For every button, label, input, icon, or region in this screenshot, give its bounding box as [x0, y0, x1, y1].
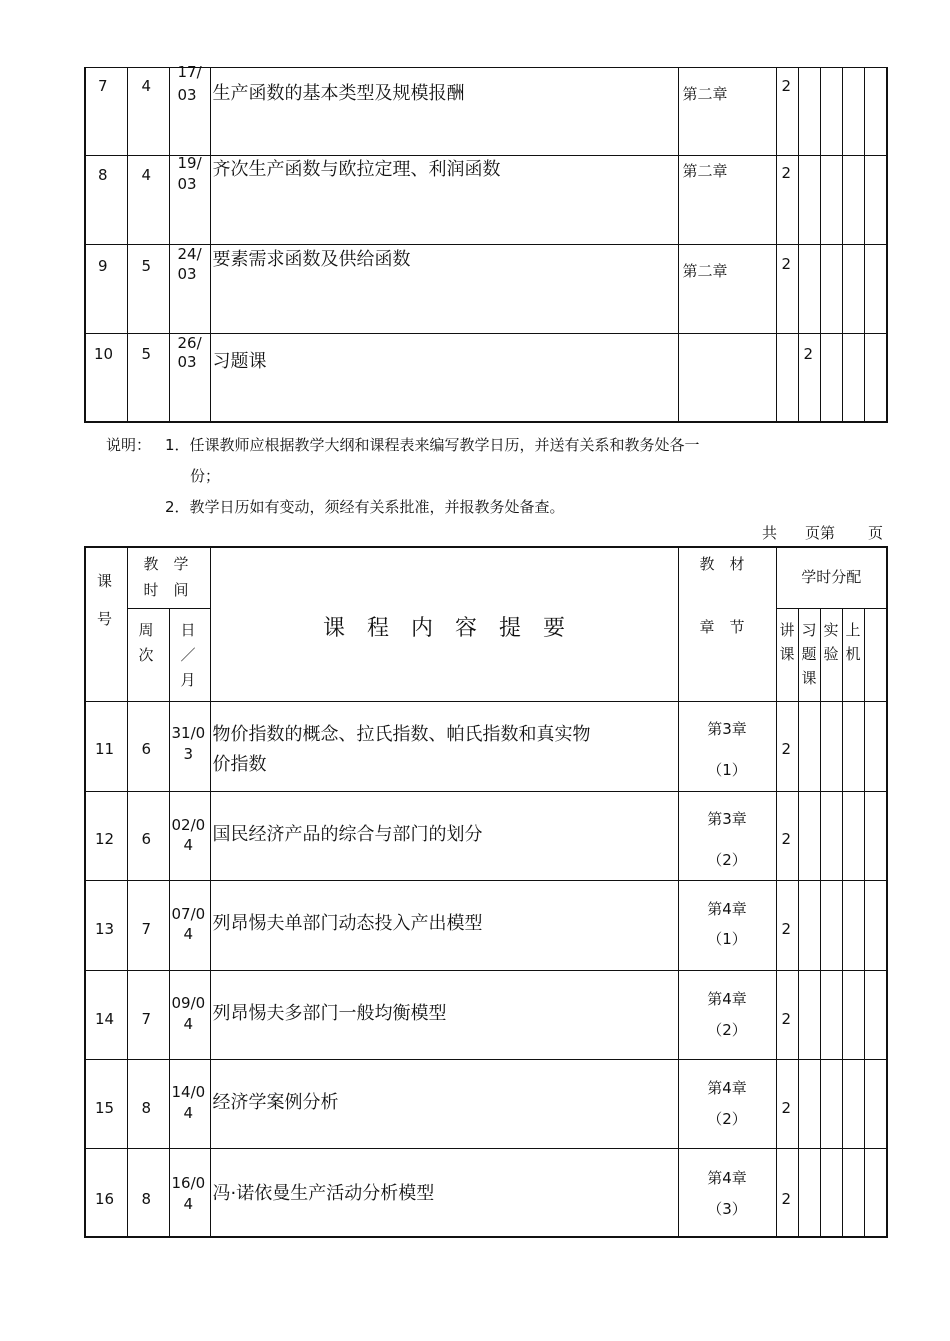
header-text: ／ — [180, 645, 196, 664]
chapter-text: 第4章 — [707, 989, 747, 1008]
header-text: 实 — [823, 620, 839, 639]
content-text: 要素需求函数及供给函数 — [212, 249, 411, 270]
content-text: 习题课 — [212, 351, 267, 372]
chapter-cell — [678, 791, 776, 880]
computer-cell — [842, 701, 864, 791]
header-computer — [842, 608, 864, 701]
header-lecture — [776, 608, 798, 701]
lecture-hours: 2 — [781, 1189, 792, 1208]
lab-cell — [820, 880, 842, 970]
lab-cell — [820, 1059, 842, 1148]
content-text: 列昂惕夫多部门一般均衡模型 — [212, 1002, 447, 1024]
week-cell — [127, 791, 169, 880]
exercise-cell — [798, 970, 820, 1059]
date-cell — [169, 970, 210, 1059]
header-text: 讲 — [779, 620, 795, 639]
chapter-cell — [678, 1148, 776, 1237]
week: 7 — [141, 1009, 152, 1028]
content-cell — [210, 245, 678, 334]
chapter-text: （1） — [707, 760, 747, 779]
header-week — [127, 608, 169, 701]
chapter-text: （2） — [707, 1109, 747, 1128]
page-end-label: 页 — [868, 524, 884, 542]
date-cell — [169, 1059, 210, 1148]
chapter-cell — [678, 701, 776, 791]
lesson-no-cell — [85, 701, 127, 791]
exercise-cell — [798, 334, 820, 422]
chapter-text: 第4章 — [707, 899, 747, 918]
header-text: 课 — [97, 572, 113, 590]
computer-cell — [842, 68, 864, 156]
computer-cell — [842, 1059, 864, 1148]
date-cell — [169, 791, 210, 880]
header-text: 号 — [97, 610, 113, 628]
note-item-1-cont: 份； — [190, 467, 221, 485]
lab-cell — [820, 791, 842, 880]
lecture-cell — [776, 156, 798, 245]
chapter-cell — [678, 1059, 776, 1148]
lab-cell — [820, 68, 842, 156]
note-item-2: 2．教学日历如有变动，须经有关系批准，并报教务处备查。 — [165, 498, 565, 516]
lesson-no-cell — [85, 334, 127, 422]
table-row — [85, 245, 887, 334]
content-text: 经济学案例分析 — [212, 1091, 339, 1113]
chapter-cell — [678, 334, 776, 422]
lesson-no: 11 — [95, 739, 115, 758]
date-cell — [169, 245, 210, 334]
header-row — [85, 547, 887, 608]
lecture-cell — [776, 68, 798, 156]
date-part: 09/0 — [171, 993, 206, 1012]
date-part: 24/ — [177, 245, 202, 263]
week-cell — [127, 880, 169, 970]
lecture-cell — [776, 880, 798, 970]
exercise-hours: 2 — [803, 345, 814, 363]
lecture-hours: 2 — [781, 164, 792, 182]
date-part: 4 — [183, 924, 194, 943]
lecture-cell — [776, 791, 798, 880]
lesson-no-cell — [85, 1059, 127, 1148]
content-cell — [210, 156, 678, 245]
header-time — [127, 547, 210, 608]
table-row — [85, 1148, 887, 1237]
date-part: 03 — [177, 265, 197, 283]
content-text: 冯·诺依曼生产活动分析模型 — [212, 1182, 435, 1204]
lab-cell — [820, 245, 842, 334]
lesson-no-cell — [85, 970, 127, 1059]
chapter-text: （2） — [707, 1020, 747, 1039]
lesson-no-cell — [85, 880, 127, 970]
week-cell — [127, 1059, 169, 1148]
content-cell — [210, 68, 678, 156]
content-cell — [210, 970, 678, 1059]
lecture-hours: 2 — [781, 739, 792, 758]
date-part: 03 — [177, 353, 197, 371]
header-text: 月 — [180, 670, 196, 689]
lesson-no: 16 — [95, 1189, 115, 1208]
week: 8 — [141, 1189, 152, 1208]
header-text: 次 — [138, 645, 154, 664]
lecture-hours: 2 — [781, 829, 792, 848]
week-cell — [127, 970, 169, 1059]
note-item-1: 1．任课教师应根据教学大纲和课程表来编写教学日历，并送有关系和教务处各一 — [165, 436, 700, 454]
lecture-cell — [776, 334, 798, 422]
header-text: 章 节 — [699, 618, 745, 636]
lab-cell — [820, 334, 842, 422]
lecture-cell — [776, 1148, 798, 1237]
date-cell — [169, 156, 210, 245]
lesson-no-cell — [85, 68, 127, 156]
exercise-cell — [798, 701, 820, 791]
table-row — [85, 1059, 887, 1148]
chapter-text: （2） — [707, 850, 747, 869]
exercise-cell — [798, 1148, 820, 1237]
lecture-hours: 2 — [781, 255, 792, 273]
header-text: 验 — [823, 644, 839, 663]
lab-cell — [820, 701, 842, 791]
exercise-cell — [798, 791, 820, 880]
table-row — [85, 791, 887, 880]
date-part: 4 — [183, 835, 194, 854]
exercise-cell — [798, 880, 820, 970]
header-text: 学时分配 — [801, 568, 862, 586]
computer-cell — [842, 156, 864, 245]
blank-cell — [864, 970, 887, 1059]
notes-prefix: 说明： — [106, 436, 152, 454]
date-part: 3 — [183, 744, 194, 763]
lesson-no: 13 — [95, 919, 115, 938]
lesson-no-cell — [85, 245, 127, 334]
date-cell — [169, 334, 210, 422]
lecture-hours: 2 — [781, 919, 792, 938]
lesson-no: 14 — [95, 1009, 115, 1028]
lesson-no: 10 — [94, 345, 114, 363]
week: 8 — [141, 1098, 152, 1117]
lesson-no: 15 — [95, 1098, 115, 1117]
chapter-cell — [678, 970, 776, 1059]
lab-cell — [820, 970, 842, 1059]
week-cell — [127, 334, 169, 422]
date-cell — [169, 63, 210, 156]
page-mid-label: 页第 — [805, 524, 836, 542]
date-cell — [169, 1148, 210, 1237]
content-text: 价指数 — [212, 753, 267, 775]
lesson-no: 8 — [98, 166, 108, 184]
lecture-hours: 2 — [781, 1098, 792, 1117]
week-cell — [127, 68, 169, 156]
date-part: 4 — [183, 1103, 194, 1122]
calendar-table-continued — [84, 63, 888, 423]
date-part: 31/0 — [171, 723, 206, 742]
header-text: 机 — [845, 644, 861, 663]
header-text: 教 学 — [143, 555, 189, 573]
page-total-label: 共 — [762, 524, 778, 542]
chapter-text: 第3章 — [707, 809, 747, 828]
chapter-text: 第二章 — [682, 162, 728, 180]
exercise-cell — [798, 68, 820, 156]
blank-cell — [864, 156, 887, 245]
date-part: 4 — [183, 1194, 194, 1213]
header-text: 题 — [801, 644, 817, 663]
header-text: 课 — [801, 668, 817, 687]
lesson-no-cell — [85, 156, 127, 245]
lecture-cell — [776, 701, 798, 791]
chapter-cell — [678, 245, 776, 334]
lesson-no: 12 — [95, 829, 115, 848]
content-cell — [210, 1148, 678, 1237]
blank-cell — [864, 791, 887, 880]
header-lesson-no — [85, 547, 127, 701]
blank-cell — [864, 68, 887, 156]
week-cell — [127, 156, 169, 245]
date-part: 03 — [177, 175, 197, 193]
date-part: 26/ — [177, 334, 202, 352]
blank-cell — [864, 880, 887, 970]
date-part: 07/0 — [171, 904, 206, 923]
blank-cell — [864, 245, 887, 334]
header-blank — [864, 608, 887, 701]
week: 7 — [141, 919, 152, 938]
chapter-text: （1） — [707, 929, 747, 948]
computer-cell — [842, 970, 864, 1059]
computer-cell — [842, 245, 864, 334]
lab-cell — [820, 156, 842, 245]
chapter-text: （3） — [707, 1199, 747, 1218]
week-cell — [127, 245, 169, 334]
header-text: 上 — [845, 620, 861, 639]
week: 4 — [141, 166, 152, 184]
table-row — [85, 701, 887, 791]
header-text: 周 — [138, 620, 154, 639]
chapter-text: 第二章 — [682, 262, 728, 280]
blank-cell — [864, 701, 887, 791]
chapter-text: 第4章 — [707, 1168, 747, 1187]
content-text: 列昂惕夫单部门动态投入产出模型 — [212, 912, 483, 934]
chapter-text: 第二章 — [682, 85, 728, 103]
blank-cell — [864, 334, 887, 422]
date-part: 02/0 — [171, 815, 206, 834]
header-text: 教 材 — [699, 555, 745, 573]
lab-cell — [820, 1148, 842, 1237]
date-part: 14/0 — [171, 1082, 206, 1101]
computer-cell — [842, 1148, 864, 1237]
header-text: 日 — [180, 620, 196, 639]
chapter-cell — [678, 156, 776, 245]
content-text: 物价指数的概念、拉氏指数、帕氏指数和真实物 — [212, 723, 591, 745]
table-row — [85, 68, 887, 156]
header-hours — [776, 547, 887, 608]
header-text: 课 — [779, 644, 795, 663]
exercise-cell — [798, 156, 820, 245]
header-exercise — [798, 608, 820, 701]
week-cell — [127, 701, 169, 791]
lecture-cell — [776, 970, 798, 1059]
table-row — [85, 970, 887, 1059]
lecture-cell — [776, 245, 798, 334]
lesson-no-cell — [85, 1148, 127, 1237]
week: 6 — [141, 739, 152, 758]
date-part: 4 — [183, 1014, 194, 1033]
lesson-no: 9 — [98, 257, 108, 275]
table-row — [85, 880, 887, 970]
header-text: 时 间 — [143, 581, 189, 599]
computer-cell — [842, 791, 864, 880]
lecture-hours: 2 — [781, 77, 792, 95]
date-part: 16/0 — [171, 1173, 206, 1192]
content-text: 生产函数的基本类型及规模报酬 — [212, 83, 465, 104]
header-lab — [820, 608, 842, 701]
exercise-cell — [798, 1059, 820, 1148]
content-text: 齐次生产函数与欧拉定理、利润函数 — [212, 159, 501, 180]
date-cell — [169, 880, 210, 970]
lesson-no-cell — [85, 791, 127, 880]
chapter-cell — [678, 880, 776, 970]
content-header-text: 课 程 内 容 提 要 — [322, 616, 565, 641]
date-part: 17/ — [177, 63, 202, 81]
table-row — [85, 334, 887, 422]
exercise-cell — [798, 245, 820, 334]
content-cell — [210, 1059, 678, 1148]
week: 5 — [141, 257, 152, 275]
table-row — [85, 156, 887, 245]
lecture-hours: 2 — [781, 1009, 792, 1028]
date-part: 03 — [177, 86, 197, 104]
date-part: 19/ — [177, 154, 202, 172]
content-cell — [210, 701, 678, 791]
header-textbook — [678, 547, 776, 701]
blank-cell — [864, 1148, 887, 1237]
calendar-table — [84, 546, 888, 1238]
week: 4 — [141, 77, 152, 95]
blank-cell — [864, 1059, 887, 1148]
content-text: 国民经济产品的综合与部门的划分 — [212, 823, 483, 845]
chapter-cell — [678, 68, 776, 156]
lecture-cell — [776, 1059, 798, 1148]
header-content — [210, 547, 678, 701]
content-cell — [210, 880, 678, 970]
content-cell — [210, 334, 678, 422]
date-cell — [169, 701, 210, 791]
header-date — [169, 608, 210, 701]
chapter-text: 第4章 — [707, 1078, 747, 1097]
computer-cell — [842, 880, 864, 970]
header-text: 习 — [801, 620, 817, 639]
computer-cell — [842, 334, 864, 422]
week: 5 — [141, 345, 152, 363]
content-cell — [210, 791, 678, 880]
chapter-text: 第3章 — [707, 719, 747, 738]
week: 6 — [141, 829, 152, 848]
lesson-no: 7 — [98, 77, 108, 95]
week-cell — [127, 1148, 169, 1237]
